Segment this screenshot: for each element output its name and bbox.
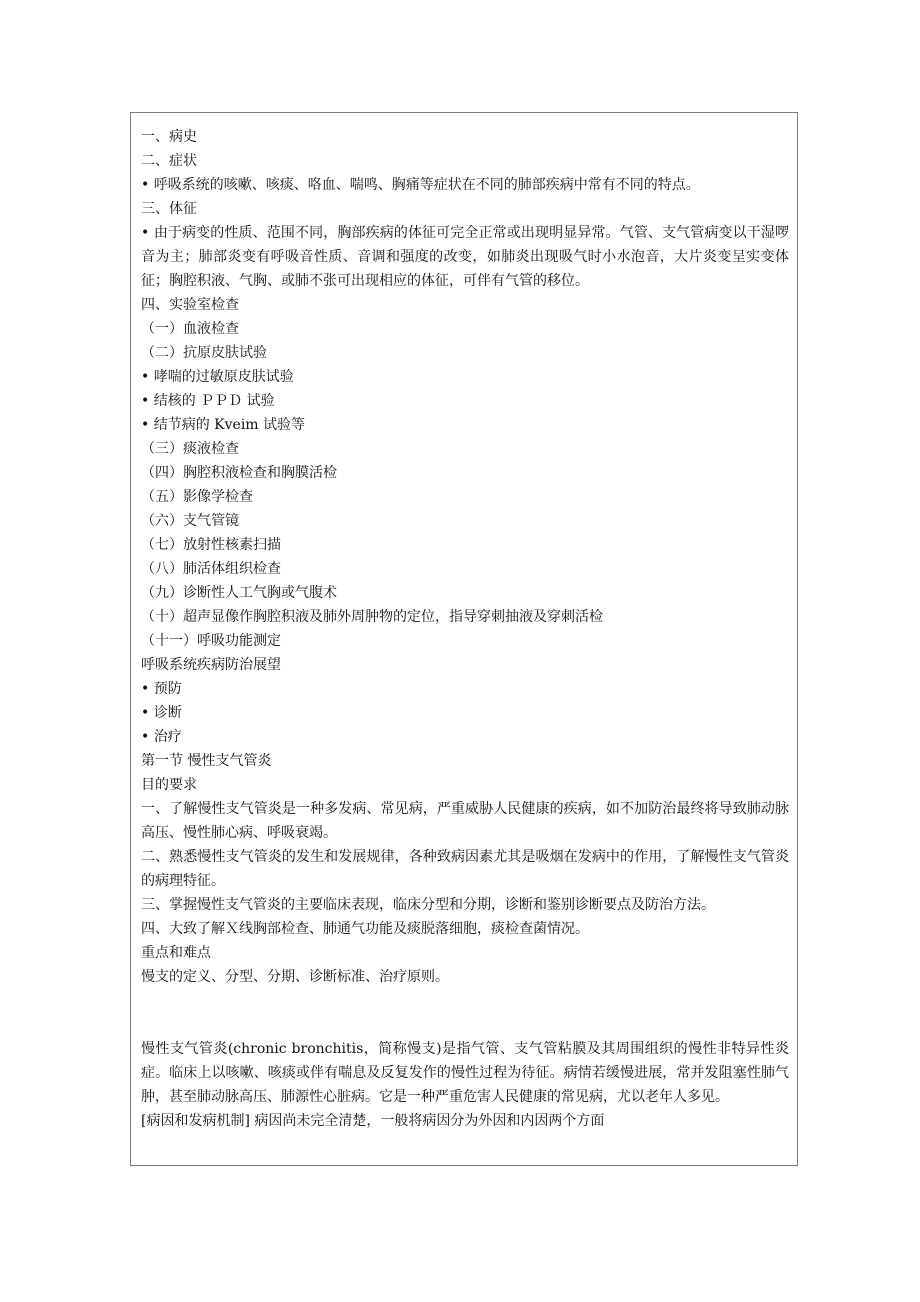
bullet-line: • 预防 (141, 677, 789, 701)
document-frame (130, 112, 798, 1166)
text-line: 一、病史 (141, 129, 197, 145)
bullet-line: • 结核的 ＰＰＤ 试验 (141, 389, 789, 413)
text-line: （三）痰液检查 (141, 441, 239, 457)
text-line: （一）血液检查 (141, 321, 239, 337)
text-line: 三、体征 (141, 201, 197, 217)
text-line: 慢支的定义、分型、分期、诊断标准、治疗原则。 (141, 969, 449, 985)
paragraph-definition: 慢性支气管炎(chronic bronchitis，简称慢支)是指气管、支气管粘膜及其周围组织的慢性非特异性炎症。临床上以咳嗽、咳痰或伴有喘息及反复发作的慢性过程为待征。病情若缓慢进展，常并发阻塞性肺气肿，甚至肺动脉高压、肺源性心脏病。它是一种严重危害人民健康的常见病，尤以老年人多见。 (141, 1041, 789, 1105)
bullet-line: • 结节病的 Kveim 试验等 (141, 413, 789, 437)
text-line: （八）肺活体组织检查 (141, 561, 281, 577)
text-line: （九）诊断性人工气胸或气腹术 (141, 585, 337, 601)
section-heading: 第一节 慢性支气管炎 (141, 753, 272, 769)
bullet-line: • 治疗 (141, 725, 789, 749)
text-line: （六）支气管镜 (141, 513, 239, 529)
text-line: （七）放射性核素扫描 (141, 537, 281, 553)
paragraph-requirement-1: 一、了解慢性支气管炎是一种多发病、常见病，严重威胁人民健康的疾病，如不加防治最终将导致肺动脉高压、慢性肺心病、呼吸衰竭。 (141, 801, 789, 841)
text-line: （四）胸腔积液检查和胸膜活检 (141, 465, 337, 481)
bullet-line: • 呼吸系统的咳嗽、咳痰、咯血、喘鸣、胸痛等症状在不同的肺部疾病中常有不同的特点。 (141, 173, 789, 197)
text-line: 呼吸系统疾病防治展望 (141, 657, 281, 673)
text-line: 四、大致了解Ｘ线胸部检查、肺通气功能及痰脱落细胞，痰检查菌情况。 (141, 921, 589, 937)
text-line: [病因和发病机制] 病因尚未完全清楚，一般将病因分为外因和内因两个方面 (141, 1113, 605, 1129)
text-line: 重点和难点 (141, 945, 211, 961)
text-line: （二）抗原皮肤试验 (141, 345, 267, 361)
bullet-line: • 哮喘的过敏原皮肤试验 (141, 365, 789, 389)
text-line: 四、实验室检查 (141, 297, 239, 313)
text-line: 二、症状 (141, 153, 197, 169)
text-line: （十）超声显像作胸腔积液及肺外周肿物的定位，指导穿刺抽液及穿刺活检 (141, 609, 603, 625)
spacer (141, 989, 789, 1037)
paragraph-signs: • 由于病变的性质、范围不同，胸部疾病的体征可完全正常或出现明显异常。气管、支气管病变以干湿啰音为主；肺部炎变有呼吸音性质、音调和强度的改变，如肺炎出现吸气时小水泡音，大片炎变呈实变体征；胸腔积液、气胸、或肺不张可出现相应的体征，可伴有气管的移位。 (141, 221, 789, 293)
document-content (141, 125, 789, 1133)
text-line: 三、掌握慢性支气管炎的主要临床表现，临床分型和分期，诊断和鉴别诊断要点及防治方法。 (141, 897, 715, 913)
text-line: （十一）呼吸功能测定 (141, 633, 281, 649)
text-line: （五）影像学检查 (141, 489, 253, 505)
text-line: 目的要求 (141, 777, 197, 793)
bullet-line: • 诊断 (141, 701, 789, 725)
paragraph-requirement-2: 二、熟悉慢性支气管炎的发生和发展规律，各种致病因素尤其是吸烟在发病中的作用，了解慢性支气管炎的病理特征。 (141, 849, 789, 889)
